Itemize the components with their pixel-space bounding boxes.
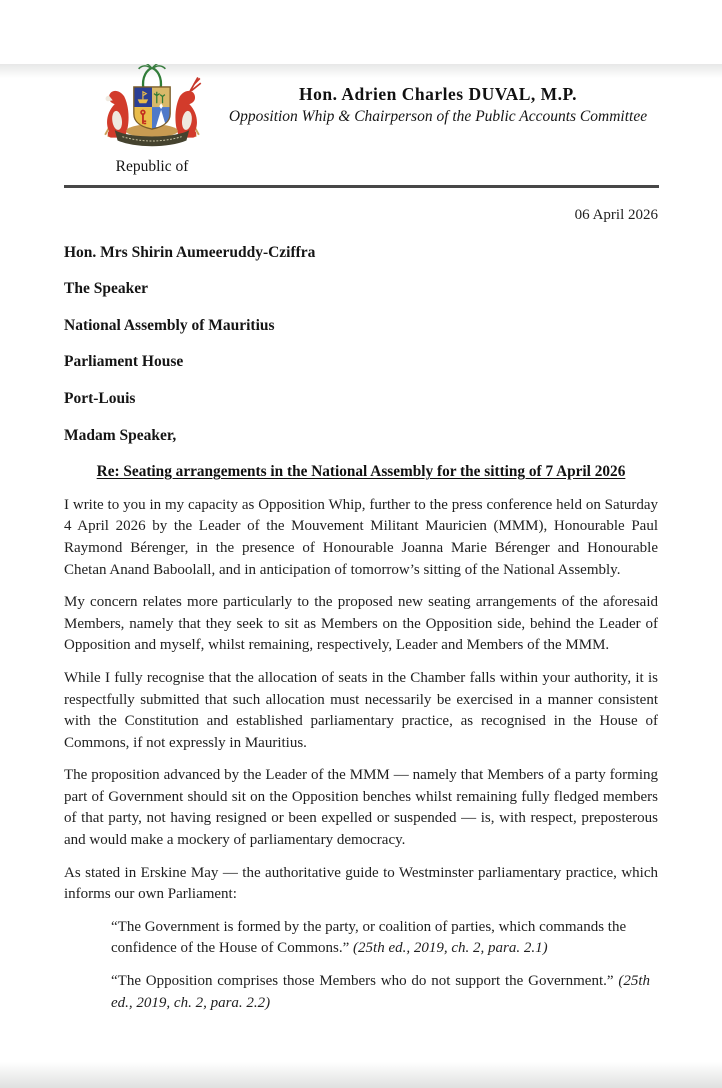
sender-role: Opposition Whip & Chairperson of the Public Accounts Committee [228, 108, 648, 125]
quote-citation: (25th ed., 2019, ch. 2, para. 2.2) [111, 973, 651, 1011]
dodo-supporter [106, 91, 129, 138]
sender-name: Hon. Adrien Charles DUVAL, M.P. [298, 84, 578, 104]
subject-line: Re: Seating arrangements in the National Assembly for the sitting of 7 April 2026 [96, 463, 626, 481]
body-paragraph: The proposition advanced by the Leader of the MMM — namely that Members of a party forming part of Government should sit on the Opposition benches whilst remaining fully fledged members of that party, not having resigned or been expelled or suspended — is, with respect, preposterous and would make a mockery of parliamentary democracy. [64, 767, 658, 849]
recipient-line: National Assembly of Mauritius [64, 316, 275, 334]
recipient-line: The Speaker [64, 280, 148, 298]
erskine-may-quote [111, 917, 650, 960]
recipient-address [64, 242, 658, 447]
mauritius-coat-of-arms-icon [99, 64, 205, 152]
body-paragraph: While I fully recognise that the allocation of seats in the Chamber falls within your authority, it is respectfully submitted that such allocation must necessarily be exercised in a manner consistent with the Constitution and established parliamentary practice, as recognised in the House of Commons, if not expressly in Mauritius. [64, 669, 658, 751]
quote-text: “The Opposition comprises those Members who do not support the Government.” [111, 973, 614, 990]
recipient-line: Hon. Mrs Shirin Aumeeruddy-Cziffra [64, 243, 316, 261]
quartered-shield [134, 87, 170, 129]
deer-supporter [175, 77, 200, 137]
letterhead-text [218, 64, 658, 176]
logo-caption: Republic of [115, 158, 189, 175]
letter-date: 06 April 2026 [574, 207, 658, 223]
salutation: Madam Speaker, [64, 426, 177, 444]
body-paragraph: My concern relates more particularly to the proposed new seating arrangements of the aforesaid Members, namely that they seek to sit as Members on the Opposition side, behind the Leader of Opposition and myself, whilst remaining, respectively, Leader and Members of the MMM. [64, 594, 658, 654]
recipient-line: Parliament House [64, 353, 184, 371]
logo-block [86, 64, 218, 176]
letter-body [0, 205, 722, 1014]
letterhead [64, 64, 658, 176]
quote-text: “The Government is formed by the party, or coalition of parties, which commands the confidence of the House of Commons.” [111, 918, 627, 957]
palm-trees [139, 64, 166, 89]
body-paragraph: I write to you in my capacity as Opposition Whip, further to the press conference held on Saturday 4 April 2026 by the Leader of the Mouvement Militant Mauricien (MMM), Honourable Paul Raymond Bérenger, in the presence of Honourable Joanna Marie Bérenger and Honourable Chetan Anand Baboolall, and in anticipation of tomorrow’s sitting of the National Assembly. [64, 496, 658, 578]
recipient-line: Port-Louis [64, 389, 136, 407]
paragraphs [64, 495, 658, 1014]
erskine-may-quote [111, 971, 650, 1014]
letterhead-rule [64, 185, 659, 188]
letter-page [0, 64, 722, 1088]
quote-citation: (25th ed., 2019, ch. 2, para. 2.1) [353, 940, 548, 957]
body-paragraph: As stated in Erskine May — the authoritative guide to Westminster parliamentary practice, which informs our own Parliament: [64, 864, 658, 903]
